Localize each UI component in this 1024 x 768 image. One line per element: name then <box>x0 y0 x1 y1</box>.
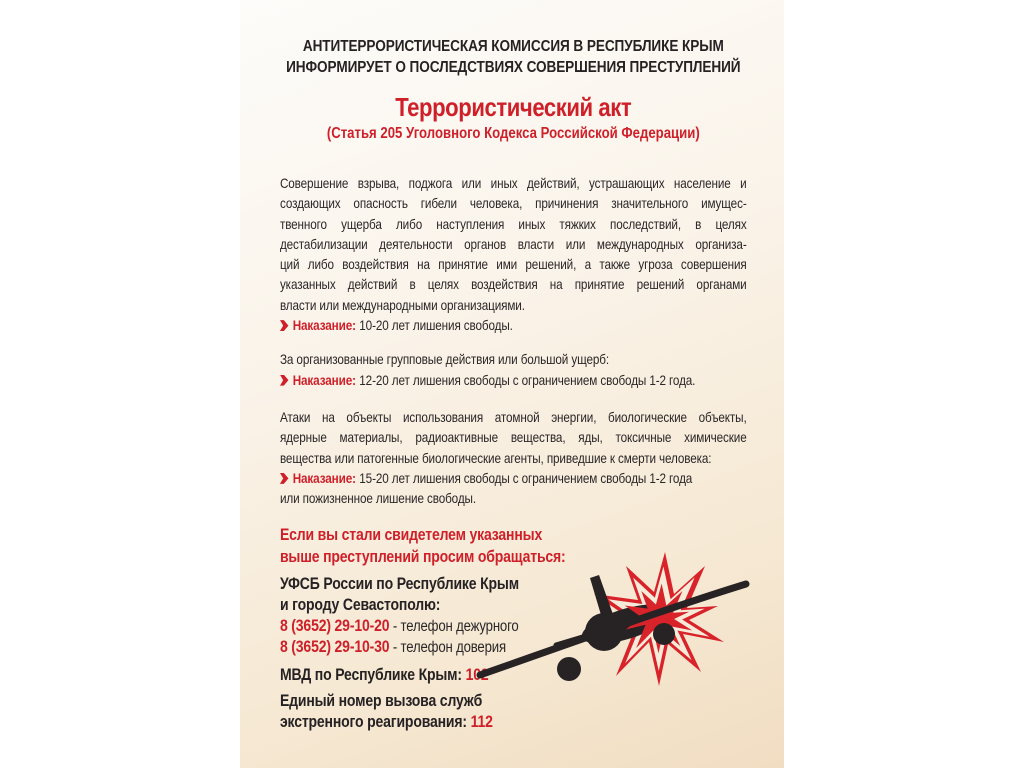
arrow-bullet-icon <box>280 320 289 331</box>
body-line: вещества или патогенные биологические агенты, приведшие к смерти человека: <box>279 450 712 466</box>
poster-page <box>240 0 784 768</box>
section-hazardous-offense <box>280 408 747 509</box>
penalty-text: 15-20 лет лишения свободы с ограничением свободы 1-2 года <box>359 470 693 486</box>
arrow-bullet-icon <box>280 375 289 386</box>
body-line: власти или международными организациями. <box>279 297 525 313</box>
body-lines <box>280 174 747 316</box>
body-line: указанных действий в целях воздействия на принятие решений органами <box>279 277 747 293</box>
mvd-label: МВД по Республике Крым: <box>279 665 466 684</box>
penalty-line <box>280 469 747 489</box>
emergency-label: экстренного реагирования: <box>279 713 471 732</box>
body-line: ций либо воздействия на принятие ими решений, а также угроза совершения <box>279 257 747 273</box>
body-line: Атаки на объекты использования атомной энергии, биологические объекты, <box>279 409 747 425</box>
phone-duty-desc: - телефон дежурного <box>389 617 519 635</box>
body-line: ядерные материалы, радиоактивные вещества, яды, токсичные химические <box>279 430 747 446</box>
penalty-text: 12-20 лет лишения свободы с ограничением свободы 1-2 года. <box>359 372 696 388</box>
ufsb-line-1: УФСБ России по Республике Крым <box>279 575 519 594</box>
section-group-offense <box>280 350 747 391</box>
header-line-1: АНТИТЕРРОРИСТИЧЕСКАЯ КОМИССИЯ В РЕСПУБЛИКЕ КРЫМ <box>302 38 724 55</box>
body-lines <box>280 350 747 370</box>
body-line: создающих опасность гибели человека, причинения значительного имущес- <box>279 196 747 212</box>
phone-duty-number: 8 (3652) 29-10-20 <box>279 616 390 635</box>
body-line: За организованные групповые действия или большой ущерб: <box>279 352 609 368</box>
emergency-number: 112 <box>470 713 493 732</box>
section-main-offense <box>280 174 747 336</box>
airplane-right-engine <box>653 623 675 645</box>
penalty-label: Наказание: <box>292 318 356 334</box>
penalty-line <box>280 371 747 391</box>
penalty-text: 10-20 лет лишения свободы. <box>359 318 513 334</box>
emergency-line-1: Единый номер вызова служб <box>279 692 483 711</box>
body-lines <box>280 408 747 469</box>
arrow-bullet-icon <box>280 473 289 484</box>
phone-trust-number: 8 (3652) 29-10-30 <box>279 638 390 657</box>
header-line-2: ИНФОРМИРУЕТ О ПОСЛЕДСТВИЯХ СОВЕРШЕНИЯ ПРЕСТУПЛЕНИЙ <box>286 59 741 76</box>
callout-line-2: выше преступлений просим обращаться: <box>279 547 566 566</box>
page-subtitle: (Статья 205 Уголовного Кодекса Российской Федерации) <box>326 125 700 142</box>
body-line: Совершение взрыва, поджога или иных действий, устрашающих население и <box>279 176 747 191</box>
penalty-continuation: или пожизненное лишение свободы. <box>279 491 476 507</box>
page-title: Террористический акт <box>395 92 632 122</box>
penalty-line <box>280 316 747 336</box>
ufsb-line-2: и городу Севастополю: <box>279 596 441 615</box>
body-line: твенного ущерба либо наступления иных тяжких последствий, в целях <box>279 216 747 232</box>
mvd-number: 102 <box>465 665 489 684</box>
penalty-label: Наказание: <box>292 470 356 486</box>
penalty-label: Наказание: <box>292 372 356 388</box>
phone-trust-desc: - телефон доверия <box>389 639 506 657</box>
plane-explosion-graphic <box>465 548 780 738</box>
header <box>280 36 747 78</box>
callout-line-1: Если вы стали свидетелем указанных <box>279 526 543 545</box>
body-line: дестабилизации деятельности органов власти или международных организа- <box>279 236 747 252</box>
